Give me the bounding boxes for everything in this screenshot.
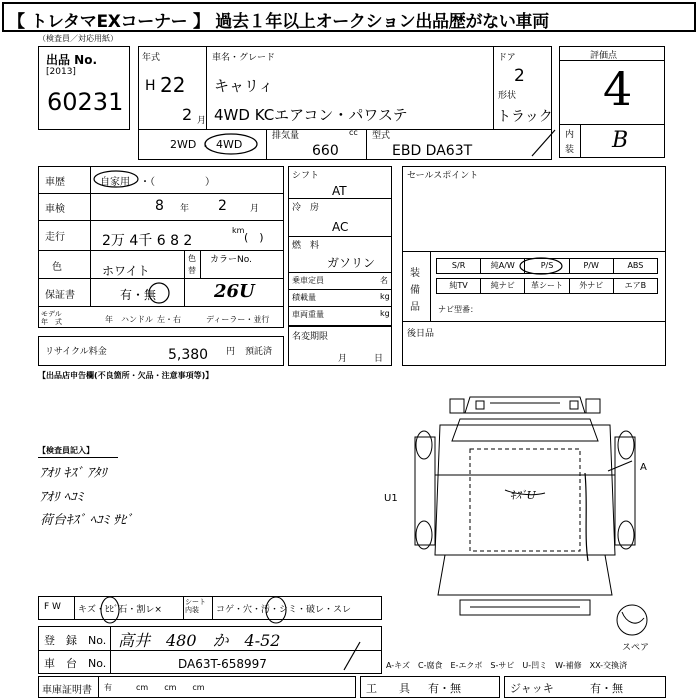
registration-label: 登 録 No. xyxy=(44,634,107,647)
inspection-year: 8 xyxy=(155,198,164,214)
model-label: 型式 xyxy=(372,131,391,141)
inspector-label: 【検査員記入】 xyxy=(38,446,94,455)
capacity-label: 乗車定員 xyxy=(292,276,324,285)
sales-label: セールスポイント xyxy=(407,171,479,181)
chassis-value: DA63T-658997 xyxy=(178,657,267,671)
era: H xyxy=(145,78,156,94)
name-change-month: 月 xyxy=(338,354,348,364)
equip-ext-navi: 外ナビ xyxy=(570,278,614,294)
name-change-day: 日 xyxy=(374,354,384,364)
ac-value: AC xyxy=(332,220,349,234)
equip-navi: 純ナビ xyxy=(481,278,525,294)
name-change-label: 名変期限 xyxy=(292,332,329,342)
jack-value: 有・無 xyxy=(590,682,623,695)
fuel-value: ガソリン xyxy=(327,256,376,270)
equip-sr: S/R xyxy=(436,258,481,274)
circle-jikayou xyxy=(93,169,139,189)
inspection-year-unit: 年 xyxy=(180,204,190,214)
declaration-label: 【出品店申告欄(不良箇所・欠品・注意事項等)】 xyxy=(38,371,214,380)
color-change-1: 色 xyxy=(188,254,196,263)
equip-abs: ABS xyxy=(614,258,658,274)
equipment-label-2: 備 xyxy=(410,285,420,296)
lot-number: 60231 xyxy=(47,88,124,116)
history-value: 自家用 xyxy=(100,177,130,188)
recycle-label: リサイクル料金 xyxy=(45,347,107,357)
shift-value: AT xyxy=(332,184,347,198)
displacement-unit: cc xyxy=(349,128,358,137)
diagram-note-center: ｷｽﾞU xyxy=(510,489,536,502)
interior-label-2: 装 xyxy=(565,145,575,155)
seat-label: シート内装 xyxy=(185,598,206,614)
mileage-paren: ( ) xyxy=(244,231,264,244)
vehicle-grade: 4WD KCエアコン・パワステ xyxy=(214,106,408,124)
inspector-note-2: ｱｵﾘ ﾍｺﾐ xyxy=(40,490,84,505)
displacement: 660 xyxy=(312,143,339,159)
subtitle-fragment: （検査員／対応用紙） xyxy=(38,34,118,43)
registration-value: 高井 480 か 4-52 xyxy=(118,631,281,650)
doors-label: ドア xyxy=(498,53,516,63)
mileage-unit: km xyxy=(232,226,245,235)
inspection-month: 2 xyxy=(218,198,227,214)
equip-tv: 純TV xyxy=(436,278,481,294)
equip-aw: 純A/W xyxy=(481,258,525,274)
body-type: トラック xyxy=(497,109,553,125)
tools-label: 工 具 xyxy=(366,682,410,695)
equip-ps: P/S xyxy=(525,258,569,274)
color-no-label: カラーNo. xyxy=(210,255,252,265)
recycle-unit: 円 xyxy=(226,347,236,357)
history-label: 車歴 xyxy=(45,177,65,188)
ac-label: 冷 房 xyxy=(292,203,320,213)
month-unit: 月 xyxy=(197,116,207,126)
diagram-note-u1: U1 xyxy=(384,493,398,504)
drive-2wd: 2WD xyxy=(170,138,197,151)
check-mark xyxy=(340,640,364,674)
shift-label: シフト xyxy=(292,171,320,181)
inspection-month-unit: 月 xyxy=(250,204,260,214)
score-value: 4 xyxy=(603,62,633,116)
equipment-label-1: 装 xyxy=(410,268,420,279)
drive-4wd: 4WD xyxy=(216,138,243,151)
equip-leather: 革シート xyxy=(525,278,569,294)
inspector-note-1: ｱｵﾘ ｷｽﾞ ｱﾀﾘ xyxy=(40,466,107,481)
vehicle-name: キャリィ xyxy=(214,77,274,95)
color-no: 26U xyxy=(214,281,255,302)
mileage: 2万 4千 6 8 2 xyxy=(102,233,193,249)
spare-tire-icon xyxy=(614,602,650,638)
handle-label: ハンドル xyxy=(121,315,153,324)
recycle-value: 5,380 xyxy=(168,347,209,363)
mileage-label: 走行 xyxy=(45,232,65,243)
model-year-label-1: モデル xyxy=(41,310,62,318)
score-label: 評価点 xyxy=(590,51,618,61)
legend: A-キズ C-腐食 E-エクボ S-サビ U-凹ミ W-補修 XX-交換済 xyxy=(386,661,628,670)
color-value: ホワイト xyxy=(102,264,150,278)
inspector-note-3: 荷台ｷｽﾞ ﾍｺﾐ ｻﾋﾞ xyxy=(40,513,133,528)
doors: 2 xyxy=(514,66,525,86)
cert-label: 車庫証明書 xyxy=(42,685,92,696)
body-label: 形状 xyxy=(498,91,517,101)
warranty-value: 有・無 xyxy=(120,288,157,302)
circle-4wd-mark xyxy=(204,131,260,157)
capacity-unit: 名 xyxy=(380,276,388,285)
lot-year-tag: [2013] xyxy=(46,67,76,77)
rear-label: 後日品 xyxy=(407,329,435,339)
seat-values: コゲ・穴・汚・シミ・破レ・スレ xyxy=(216,605,352,615)
fw-values: キズ・ﾋﾋﾞ石・割レ× xyxy=(78,605,162,615)
chassis-label: 車 台 No. xyxy=(44,657,107,670)
equip-airbag: エアB xyxy=(614,278,658,294)
model-year-unit: 年 xyxy=(105,315,113,324)
nenshiki-label: 年式 xyxy=(142,53,161,63)
handle-value: 左・右 xyxy=(157,315,181,324)
equip-pw: P/W xyxy=(570,258,614,274)
header-title: 【 トレタマEXコーナー 】 過去１年以上オークション出品歴がない車両 xyxy=(8,12,549,32)
interior-label-1: 内 xyxy=(565,130,575,140)
weight-unit: kg xyxy=(380,309,390,318)
spare-label: スペア xyxy=(622,643,650,653)
equipment-label-3: 品 xyxy=(410,302,420,313)
weight-label: 車両重量 xyxy=(292,310,324,319)
model-year-label-2: 年 式 xyxy=(41,318,62,326)
color-label: 色 xyxy=(52,262,62,273)
cert-values: 有 cm cm cm xyxy=(104,683,205,692)
dealer-label: ディーラー・並行 xyxy=(206,315,270,324)
truck-diagram xyxy=(400,385,690,630)
warranty-label: 保証書 xyxy=(45,290,75,301)
fuel-label: 燃 料 xyxy=(292,241,320,251)
displacement-label: 排気量 xyxy=(272,131,300,141)
model-code: EBD DA63T xyxy=(392,143,473,159)
month: 2 xyxy=(182,105,193,124)
load-label: 積載量 xyxy=(292,293,316,302)
circle-marks xyxy=(100,592,300,628)
lot-label: 出品 No. xyxy=(46,53,98,67)
drive-separator: ・ xyxy=(200,140,211,153)
tools-value: 有・無 xyxy=(428,682,461,695)
navi-label: ナビ型番： xyxy=(438,305,478,314)
load-unit: kg xyxy=(380,292,390,301)
fw-label: F W xyxy=(44,602,61,612)
name-label: 車名・グレード xyxy=(212,53,276,63)
circle-ps xyxy=(518,256,564,276)
jack-label: ジャッキ xyxy=(510,682,554,695)
equipment-row-2 xyxy=(436,278,658,294)
color-change-2: 替 xyxy=(188,266,196,275)
interior-value: B xyxy=(612,128,629,153)
rear-box xyxy=(402,322,666,366)
year: 22 xyxy=(160,73,186,97)
diagram-note-a: A xyxy=(640,462,647,473)
recycle-note: 預託済 xyxy=(245,347,273,357)
inspection-label: 車検 xyxy=(45,204,65,215)
history-options: ・（ ） xyxy=(140,177,215,188)
circle-mu xyxy=(147,281,171,305)
